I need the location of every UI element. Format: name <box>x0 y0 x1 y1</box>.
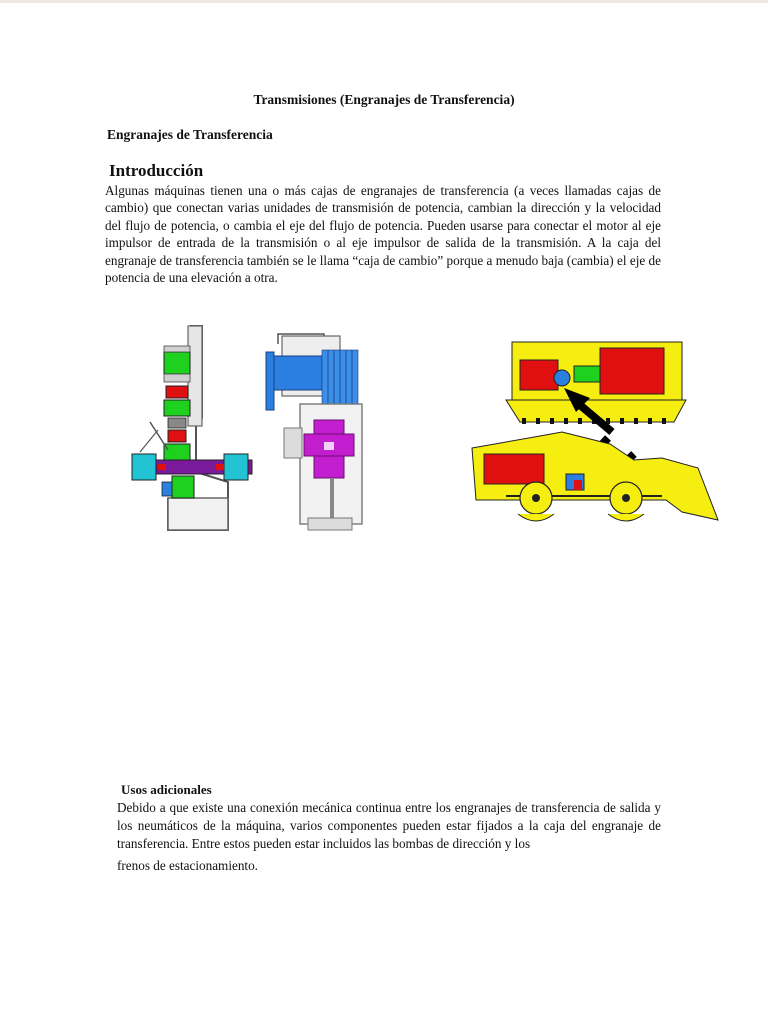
cross-section-b <box>266 334 362 530</box>
section-subheading: Engranajes de Transferencia <box>107 127 273 142</box>
usos-paragraph-text: Debido a que existe una conexión mecánica continua entre los engranajes de transferencia de salida y los neumáticos de la máquina, varios componentes pueden estar fijados a la caja del engranaje de transferencia. Entre estos pueden estar incluidos las bombas de dirección y los <box>117 800 661 851</box>
wheel-loader-illustration <box>472 432 718 521</box>
intro-paragraph: Algunas máquinas tienen una o más cajas de engranajes de transferencia (a veces llamadas cajas de cambio) que conectan varias unidades de transmisión de potencia, cambian la dirección y la velocidad del flujo de potencia, o cambia el eje del flujo de potencia. Pueden usarse para conectar el motor al eje impulsor de entrada de la transmisión o al eje impulsor de salida de la transmisión. A la caja del engranaje de transferencia también se le llama “caja de cambio” porque a menudo baja (cambia) el eje de potencia de una elevación a otra. <box>105 183 661 286</box>
document-title: Transmisiones (Engranajes de Transferencia) <box>253 92 515 107</box>
dozer-illustration <box>506 342 686 424</box>
usos-heading: Usos adicionales <box>121 782 212 797</box>
intro-heading: Introducción <box>109 161 204 180</box>
transfer-gear-cross-section-figure <box>128 322 378 540</box>
usos-paragraph <box>117 799 661 875</box>
usos-paragraph-end: frenos de estacionamiento. <box>117 858 258 873</box>
machine-transfer-location-figure <box>466 340 724 526</box>
cross-section-a <box>132 326 252 530</box>
